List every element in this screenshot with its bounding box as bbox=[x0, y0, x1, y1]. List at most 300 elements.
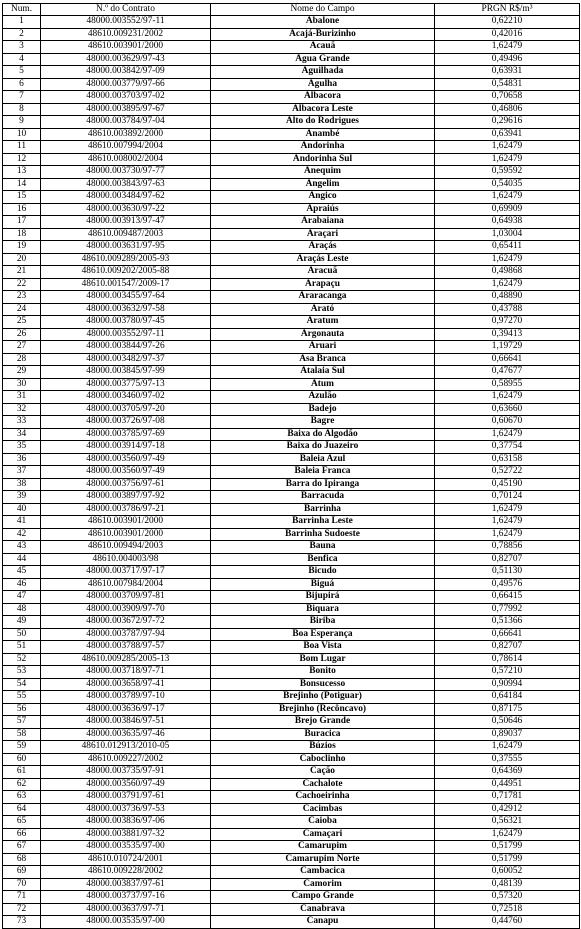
cell-campo: Canapu bbox=[211, 916, 435, 929]
cell-prgn: 1,62479 bbox=[435, 391, 580, 404]
cell-num: 71 bbox=[3, 891, 41, 904]
cell-contrato: 48000.003881/97-32 bbox=[41, 828, 211, 841]
cell-campo: Baleia Azul bbox=[211, 453, 435, 466]
cell-campo: Cacimbas bbox=[211, 803, 435, 816]
cell-campo: Anequim bbox=[211, 166, 435, 179]
table-row bbox=[3, 753, 580, 766]
cell-contrato: 48000.003630/97-22 bbox=[41, 203, 211, 216]
cell-campo: Barrinha Leste bbox=[211, 516, 435, 529]
cell-campo: Boa Vista bbox=[211, 641, 435, 654]
cell-num: 13 bbox=[3, 166, 41, 179]
cell-contrato: 48000.003705/97-20 bbox=[41, 403, 211, 416]
cell-campo: Abalone bbox=[211, 16, 435, 29]
cell-campo: Bonito bbox=[211, 666, 435, 679]
cell-campo: Cachoeirinha bbox=[211, 791, 435, 804]
table-row bbox=[3, 641, 580, 654]
cell-prgn: 1,03004 bbox=[435, 228, 580, 241]
table-row bbox=[3, 603, 580, 616]
table-row bbox=[3, 203, 580, 216]
cell-num: 21 bbox=[3, 266, 41, 279]
cell-campo: Argonauta bbox=[211, 328, 435, 341]
cell-campo: Agulha bbox=[211, 78, 435, 91]
table-row bbox=[3, 453, 580, 466]
cell-contrato: 48610.003901/2000 bbox=[41, 516, 211, 529]
table-row bbox=[3, 478, 580, 491]
table-row bbox=[3, 766, 580, 779]
cell-contrato: 48000.003460/97-02 bbox=[41, 391, 211, 404]
cell-campo: Biguá bbox=[211, 578, 435, 591]
table-row bbox=[3, 66, 580, 79]
cell-campo: Barrinha Sudoeste bbox=[211, 528, 435, 541]
table-row bbox=[3, 553, 580, 566]
cell-prgn: 0,66641 bbox=[435, 353, 580, 366]
cell-prgn: 0,78856 bbox=[435, 541, 580, 554]
cell-prgn: 0,89037 bbox=[435, 728, 580, 741]
cell-prgn: 0,64369 bbox=[435, 766, 580, 779]
table-row bbox=[3, 341, 580, 354]
cell-prgn: 0,44951 bbox=[435, 778, 580, 791]
cell-campo: Cambacica bbox=[211, 866, 435, 879]
table-row bbox=[3, 141, 580, 154]
cell-contrato: 48000.003635/97-46 bbox=[41, 728, 211, 741]
table-row bbox=[3, 91, 580, 104]
cell-prgn: 0,87175 bbox=[435, 703, 580, 716]
cell-campo: Albacora bbox=[211, 91, 435, 104]
cell-num: 64 bbox=[3, 803, 41, 816]
cell-num: 51 bbox=[3, 641, 41, 654]
cell-prgn: 0,37754 bbox=[435, 441, 580, 454]
cell-num: 48 bbox=[3, 603, 41, 616]
cell-contrato: 48610.009227/2002 bbox=[41, 753, 211, 766]
cell-prgn: 0,54035 bbox=[435, 178, 580, 191]
cell-contrato: 48000.003844/97-26 bbox=[41, 341, 211, 354]
cell-contrato: 48000.003672/97-72 bbox=[41, 616, 211, 629]
cell-campo: Aratum bbox=[211, 316, 435, 329]
cell-num: 18 bbox=[3, 228, 41, 241]
cell-num: 52 bbox=[3, 653, 41, 666]
cell-prgn: 0,59592 bbox=[435, 166, 580, 179]
cell-prgn: 0,54831 bbox=[435, 78, 580, 91]
table-row bbox=[3, 853, 580, 866]
cell-contrato: 48000.003703/97-02 bbox=[41, 91, 211, 104]
cell-contrato: 48000.003843/97-63 bbox=[41, 178, 211, 191]
table-body bbox=[3, 16, 580, 929]
cell-contrato: 48000.003535/97-00 bbox=[41, 841, 211, 854]
cell-campo: Angelim bbox=[211, 178, 435, 191]
cell-num: 33 bbox=[3, 416, 41, 429]
cell-prgn: 1,62479 bbox=[435, 191, 580, 204]
cell-campo: Buracica bbox=[211, 728, 435, 741]
cell-prgn: 0,64938 bbox=[435, 216, 580, 229]
cell-num: 41 bbox=[3, 516, 41, 529]
cell-contrato: 48000.003726/97-08 bbox=[41, 416, 211, 429]
cell-num: 36 bbox=[3, 453, 41, 466]
table-row bbox=[3, 516, 580, 529]
table-row bbox=[3, 266, 580, 279]
cell-prgn: 0,71781 bbox=[435, 791, 580, 804]
cell-num: 14 bbox=[3, 178, 41, 191]
cell-prgn: 0,51799 bbox=[435, 841, 580, 854]
table-row bbox=[3, 191, 580, 204]
cell-contrato: 48000.003789/97-10 bbox=[41, 691, 211, 704]
table-row bbox=[3, 803, 580, 816]
cell-contrato: 48000.003736/97-53 bbox=[41, 803, 211, 816]
cell-num: 26 bbox=[3, 328, 41, 341]
cell-campo: Bagre bbox=[211, 416, 435, 429]
table-row bbox=[3, 691, 580, 704]
cell-prgn: 1,62479 bbox=[435, 141, 580, 154]
cell-campo: Boa Esperança bbox=[211, 628, 435, 641]
cell-prgn: 0,60052 bbox=[435, 866, 580, 879]
cell-prgn: 0,29616 bbox=[435, 116, 580, 129]
cell-contrato: 48000.003913/97-47 bbox=[41, 216, 211, 229]
cell-prgn: 0,63931 bbox=[435, 66, 580, 79]
cell-prgn: 0,39413 bbox=[435, 328, 580, 341]
cell-contrato: 48610.008002/2004 bbox=[41, 153, 211, 166]
table-row bbox=[3, 253, 580, 266]
cell-prgn: 0,70124 bbox=[435, 491, 580, 504]
cell-contrato: 48000.003658/97-41 bbox=[41, 678, 211, 691]
cell-prgn: 0,48890 bbox=[435, 291, 580, 304]
cell-campo: Brejo Grande bbox=[211, 716, 435, 729]
cell-contrato: 48000.003631/97-95 bbox=[41, 241, 211, 254]
cell-num: 69 bbox=[3, 866, 41, 879]
cell-contrato: 48000.003718/97-71 bbox=[41, 666, 211, 679]
cell-num: 28 bbox=[3, 353, 41, 366]
cell-contrato: 48000.003737/97-16 bbox=[41, 891, 211, 904]
cell-prgn: 0,69909 bbox=[435, 203, 580, 216]
cell-contrato: 48000.003842/97-09 bbox=[41, 66, 211, 79]
cell-campo: Baixa do Algodão bbox=[211, 428, 435, 441]
cell-prgn: 1,62479 bbox=[435, 516, 580, 529]
table-row bbox=[3, 178, 580, 191]
table-row bbox=[3, 616, 580, 629]
cell-prgn: 0,66641 bbox=[435, 628, 580, 641]
cell-prgn: 0,51799 bbox=[435, 853, 580, 866]
table-row bbox=[3, 916, 580, 929]
table-row bbox=[3, 53, 580, 66]
header-campo: Nome do Campo bbox=[211, 4, 435, 16]
cell-contrato: 48000.003788/97-57 bbox=[41, 641, 211, 654]
cell-prgn: 0,48139 bbox=[435, 878, 580, 891]
cell-num: 12 bbox=[3, 153, 41, 166]
cell-num: 49 bbox=[3, 616, 41, 629]
cell-contrato: 48000.003717/97-17 bbox=[41, 566, 211, 579]
cell-prgn: 1,62479 bbox=[435, 153, 580, 166]
cell-num: 29 bbox=[3, 366, 41, 379]
cell-num: 53 bbox=[3, 666, 41, 679]
cell-num: 65 bbox=[3, 816, 41, 829]
cell-contrato: 48610.001547/2009-17 bbox=[41, 278, 211, 291]
table-row bbox=[3, 78, 580, 91]
cell-num: 31 bbox=[3, 391, 41, 404]
cell-prgn: 0,50646 bbox=[435, 716, 580, 729]
cell-contrato: 48610.009285/2005-13 bbox=[41, 653, 211, 666]
cell-campo: Alto do Rodrigues bbox=[211, 116, 435, 129]
cell-contrato: 48610.003901/2000 bbox=[41, 528, 211, 541]
cell-contrato: 48610.004003/98 bbox=[41, 553, 211, 566]
cell-num: 40 bbox=[3, 503, 41, 516]
table-row bbox=[3, 166, 580, 179]
table-row bbox=[3, 591, 580, 604]
table-row bbox=[3, 903, 580, 916]
cell-num: 23 bbox=[3, 291, 41, 304]
cell-campo: Baleia Franca bbox=[211, 466, 435, 479]
cell-campo: Arabaiana bbox=[211, 216, 435, 229]
table-row bbox=[3, 841, 580, 854]
cell-prgn: 0,49576 bbox=[435, 578, 580, 591]
cell-prgn: 0,60670 bbox=[435, 416, 580, 429]
table-row bbox=[3, 503, 580, 516]
table-row bbox=[3, 116, 580, 129]
table-row bbox=[3, 291, 580, 304]
cell-campo: Camarupim Norte bbox=[211, 853, 435, 866]
table-row bbox=[3, 316, 580, 329]
cell-num: 37 bbox=[3, 466, 41, 479]
cell-campo: Brejinho (Potiguar) bbox=[211, 691, 435, 704]
cell-contrato: 48000.003637/97-71 bbox=[41, 903, 211, 916]
cell-num: 73 bbox=[3, 916, 41, 929]
table-row bbox=[3, 828, 580, 841]
cell-prgn: 1,62479 bbox=[435, 428, 580, 441]
cell-num: 9 bbox=[3, 116, 41, 129]
cell-prgn: 0,66415 bbox=[435, 591, 580, 604]
cell-contrato: 48000.003837/97-61 bbox=[41, 878, 211, 891]
cell-prgn: 0,49868 bbox=[435, 266, 580, 279]
cell-num: 3 bbox=[3, 41, 41, 54]
cell-prgn: 0,58955 bbox=[435, 378, 580, 391]
cell-campo: Bonsucesso bbox=[211, 678, 435, 691]
cell-prgn: 0,72518 bbox=[435, 903, 580, 916]
cell-contrato: 48000.003779/97-66 bbox=[41, 78, 211, 91]
cell-campo: Canabrava bbox=[211, 903, 435, 916]
cell-contrato: 48610.007994/2004 bbox=[41, 141, 211, 154]
table-row bbox=[3, 778, 580, 791]
cell-num: 27 bbox=[3, 341, 41, 354]
cell-prgn: 1,62479 bbox=[435, 253, 580, 266]
cell-num: 63 bbox=[3, 791, 41, 804]
cell-campo: Biquara bbox=[211, 603, 435, 616]
cell-campo: Brejinho (Recôncavo) bbox=[211, 703, 435, 716]
cell-campo: Benfica bbox=[211, 553, 435, 566]
cell-campo: Bom Lugar bbox=[211, 653, 435, 666]
cell-prgn: 1,62479 bbox=[435, 278, 580, 291]
table-row bbox=[3, 578, 580, 591]
cell-num: 58 bbox=[3, 728, 41, 741]
cell-num: 17 bbox=[3, 216, 41, 229]
cell-prgn: 0,44760 bbox=[435, 916, 580, 929]
table-row bbox=[3, 816, 580, 829]
cell-campo: Acajá-Burizinho bbox=[211, 28, 435, 41]
cell-campo: Araçás bbox=[211, 241, 435, 254]
cell-prgn: 1,62479 bbox=[435, 503, 580, 516]
cell-num: 54 bbox=[3, 678, 41, 691]
cell-prgn: 0,37555 bbox=[435, 753, 580, 766]
cell-campo: Bauna bbox=[211, 541, 435, 554]
cell-contrato: 48610.009231/2002 bbox=[41, 28, 211, 41]
cell-contrato: 48000.003560/97-49 bbox=[41, 453, 211, 466]
cell-contrato: 48000.003787/97-94 bbox=[41, 628, 211, 641]
cell-num: 43 bbox=[3, 541, 41, 554]
cell-prgn: 0,63660 bbox=[435, 403, 580, 416]
cell-contrato: 48000.003897/97-92 bbox=[41, 491, 211, 504]
cell-prgn: 0,63941 bbox=[435, 128, 580, 141]
cell-campo: Camaçari bbox=[211, 828, 435, 841]
table-row bbox=[3, 428, 580, 441]
cell-campo: Arató bbox=[211, 303, 435, 316]
cell-num: 2 bbox=[3, 28, 41, 41]
cell-num: 30 bbox=[3, 378, 41, 391]
cell-num: 11 bbox=[3, 141, 41, 154]
table-row bbox=[3, 628, 580, 641]
cell-num: 19 bbox=[3, 241, 41, 254]
cell-prgn: 0,65411 bbox=[435, 241, 580, 254]
cell-num: 62 bbox=[3, 778, 41, 791]
cell-campo: Camorim bbox=[211, 878, 435, 891]
table-row bbox=[3, 716, 580, 729]
cell-num: 55 bbox=[3, 691, 41, 704]
cell-num: 47 bbox=[3, 591, 41, 604]
cell-contrato: 48000.003730/97-77 bbox=[41, 166, 211, 179]
header-contrato: N.º do Contrato bbox=[41, 4, 211, 16]
cell-campo: Atum bbox=[211, 378, 435, 391]
cell-contrato: 48000.003629/97-43 bbox=[41, 53, 211, 66]
cell-campo: Araçás Leste bbox=[211, 253, 435, 266]
cell-campo: Barracuda bbox=[211, 491, 435, 504]
cell-campo: Baixa do Juazeiro bbox=[211, 441, 435, 454]
cell-num: 5 bbox=[3, 66, 41, 79]
table-row bbox=[3, 541, 580, 554]
table-row bbox=[3, 28, 580, 41]
cell-contrato: 48000.003914/97-18 bbox=[41, 441, 211, 454]
cell-campo: Bijupirá bbox=[211, 591, 435, 604]
cell-contrato: 48610.009487/2003 bbox=[41, 228, 211, 241]
table-row bbox=[3, 666, 580, 679]
cell-num: 45 bbox=[3, 566, 41, 579]
cell-campo: Andorinha Sul bbox=[211, 153, 435, 166]
cell-num: 15 bbox=[3, 191, 41, 204]
cell-num: 38 bbox=[3, 478, 41, 491]
cell-contrato: 48610.007984/2004 bbox=[41, 578, 211, 591]
cell-contrato: 48000.003836/97-06 bbox=[41, 816, 211, 829]
cell-prgn: 0,57210 bbox=[435, 666, 580, 679]
cell-contrato: 48000.003632/97-58 bbox=[41, 303, 211, 316]
table-header-row bbox=[3, 4, 580, 16]
header-prgn: PRGN R$/m³ bbox=[435, 4, 580, 16]
cell-contrato: 48610.012913/2010-05 bbox=[41, 741, 211, 754]
cell-num: 4 bbox=[3, 53, 41, 66]
cell-contrato: 48000.003484/97-62 bbox=[41, 191, 211, 204]
cell-campo: Caioba bbox=[211, 816, 435, 829]
cell-num: 50 bbox=[3, 628, 41, 641]
cell-campo: Aruari bbox=[211, 341, 435, 354]
cell-campo: Cação bbox=[211, 766, 435, 779]
cell-num: 66 bbox=[3, 828, 41, 841]
table-row bbox=[3, 653, 580, 666]
table-row bbox=[3, 866, 580, 879]
cell-contrato: 48000.003775/97-13 bbox=[41, 378, 211, 391]
cell-contrato: 48000.003560/97-49 bbox=[41, 466, 211, 479]
cell-campo: Barra do Ipiranga bbox=[211, 478, 435, 491]
cell-contrato: 48610.009494/2003 bbox=[41, 541, 211, 554]
cell-contrato: 48000.003845/97-99 bbox=[41, 366, 211, 379]
cell-campo: Aguilhada bbox=[211, 66, 435, 79]
cell-prgn: 0,46806 bbox=[435, 103, 580, 116]
table-row bbox=[3, 303, 580, 316]
cell-prgn: 0,64184 bbox=[435, 691, 580, 704]
cell-campo: Angico bbox=[211, 191, 435, 204]
table-row bbox=[3, 466, 580, 479]
cell-campo: Búzios bbox=[211, 741, 435, 754]
table-row bbox=[3, 528, 580, 541]
table-row bbox=[3, 216, 580, 229]
cell-prgn: 0,78614 bbox=[435, 653, 580, 666]
table-row bbox=[3, 366, 580, 379]
table-row bbox=[3, 491, 580, 504]
table-row bbox=[3, 403, 580, 416]
cell-num: 8 bbox=[3, 103, 41, 116]
cell-campo: Campo Grande bbox=[211, 891, 435, 904]
cell-prgn: 0,52722 bbox=[435, 466, 580, 479]
cell-contrato: 48000.003636/97-17 bbox=[41, 703, 211, 716]
cell-prgn: 1,19729 bbox=[435, 341, 580, 354]
cell-prgn: 0,63158 bbox=[435, 453, 580, 466]
table-row bbox=[3, 378, 580, 391]
cell-num: 24 bbox=[3, 303, 41, 316]
cell-prgn: 0,82707 bbox=[435, 641, 580, 654]
cell-campo: Asa Branca bbox=[211, 353, 435, 366]
cell-prgn: 1,62479 bbox=[435, 528, 580, 541]
cell-contrato: 48000.003756/97-61 bbox=[41, 478, 211, 491]
table-row bbox=[3, 16, 580, 29]
cell-contrato: 48000.003846/97-51 bbox=[41, 716, 211, 729]
cell-contrato: 48000.003780/97-45 bbox=[41, 316, 211, 329]
cell-num: 20 bbox=[3, 253, 41, 266]
cell-num: 42 bbox=[3, 528, 41, 541]
table-row bbox=[3, 328, 580, 341]
cell-contrato: 48000.003786/97-21 bbox=[41, 503, 211, 516]
cell-contrato: 48000.003791/97-61 bbox=[41, 791, 211, 804]
cell-contrato: 48000.003560/97-49 bbox=[41, 778, 211, 791]
cell-campo: Albacora Leste bbox=[211, 103, 435, 116]
cell-num: 32 bbox=[3, 403, 41, 416]
cell-prgn: 0,45190 bbox=[435, 478, 580, 491]
fields-table bbox=[2, 3, 580, 929]
cell-prgn: 0,62210 bbox=[435, 16, 580, 29]
cell-num: 44 bbox=[3, 553, 41, 566]
table-row bbox=[3, 728, 580, 741]
cell-prgn: 0,77992 bbox=[435, 603, 580, 616]
cell-prgn: 1,62479 bbox=[435, 41, 580, 54]
cell-prgn: 0,47677 bbox=[435, 366, 580, 379]
cell-prgn: 0,97270 bbox=[435, 316, 580, 329]
cell-contrato: 48000.003552/97-11 bbox=[41, 16, 211, 29]
cell-prgn: 0,56321 bbox=[435, 816, 580, 829]
cell-campo: Biriba bbox=[211, 616, 435, 629]
cell-contrato: 48000.003735/97-91 bbox=[41, 766, 211, 779]
cell-campo: Araçari bbox=[211, 228, 435, 241]
cell-num: 57 bbox=[3, 716, 41, 729]
cell-campo: Caboclinho bbox=[211, 753, 435, 766]
cell-contrato: 48000.003482/97-37 bbox=[41, 353, 211, 366]
cell-prgn: 1,62479 bbox=[435, 828, 580, 841]
cell-campo: Arapaçu bbox=[211, 278, 435, 291]
table-row bbox=[3, 41, 580, 54]
cell-prgn: 0,51130 bbox=[435, 566, 580, 579]
cell-prgn: 0,42912 bbox=[435, 803, 580, 816]
table-row bbox=[3, 103, 580, 116]
cell-campo: Badejo bbox=[211, 403, 435, 416]
